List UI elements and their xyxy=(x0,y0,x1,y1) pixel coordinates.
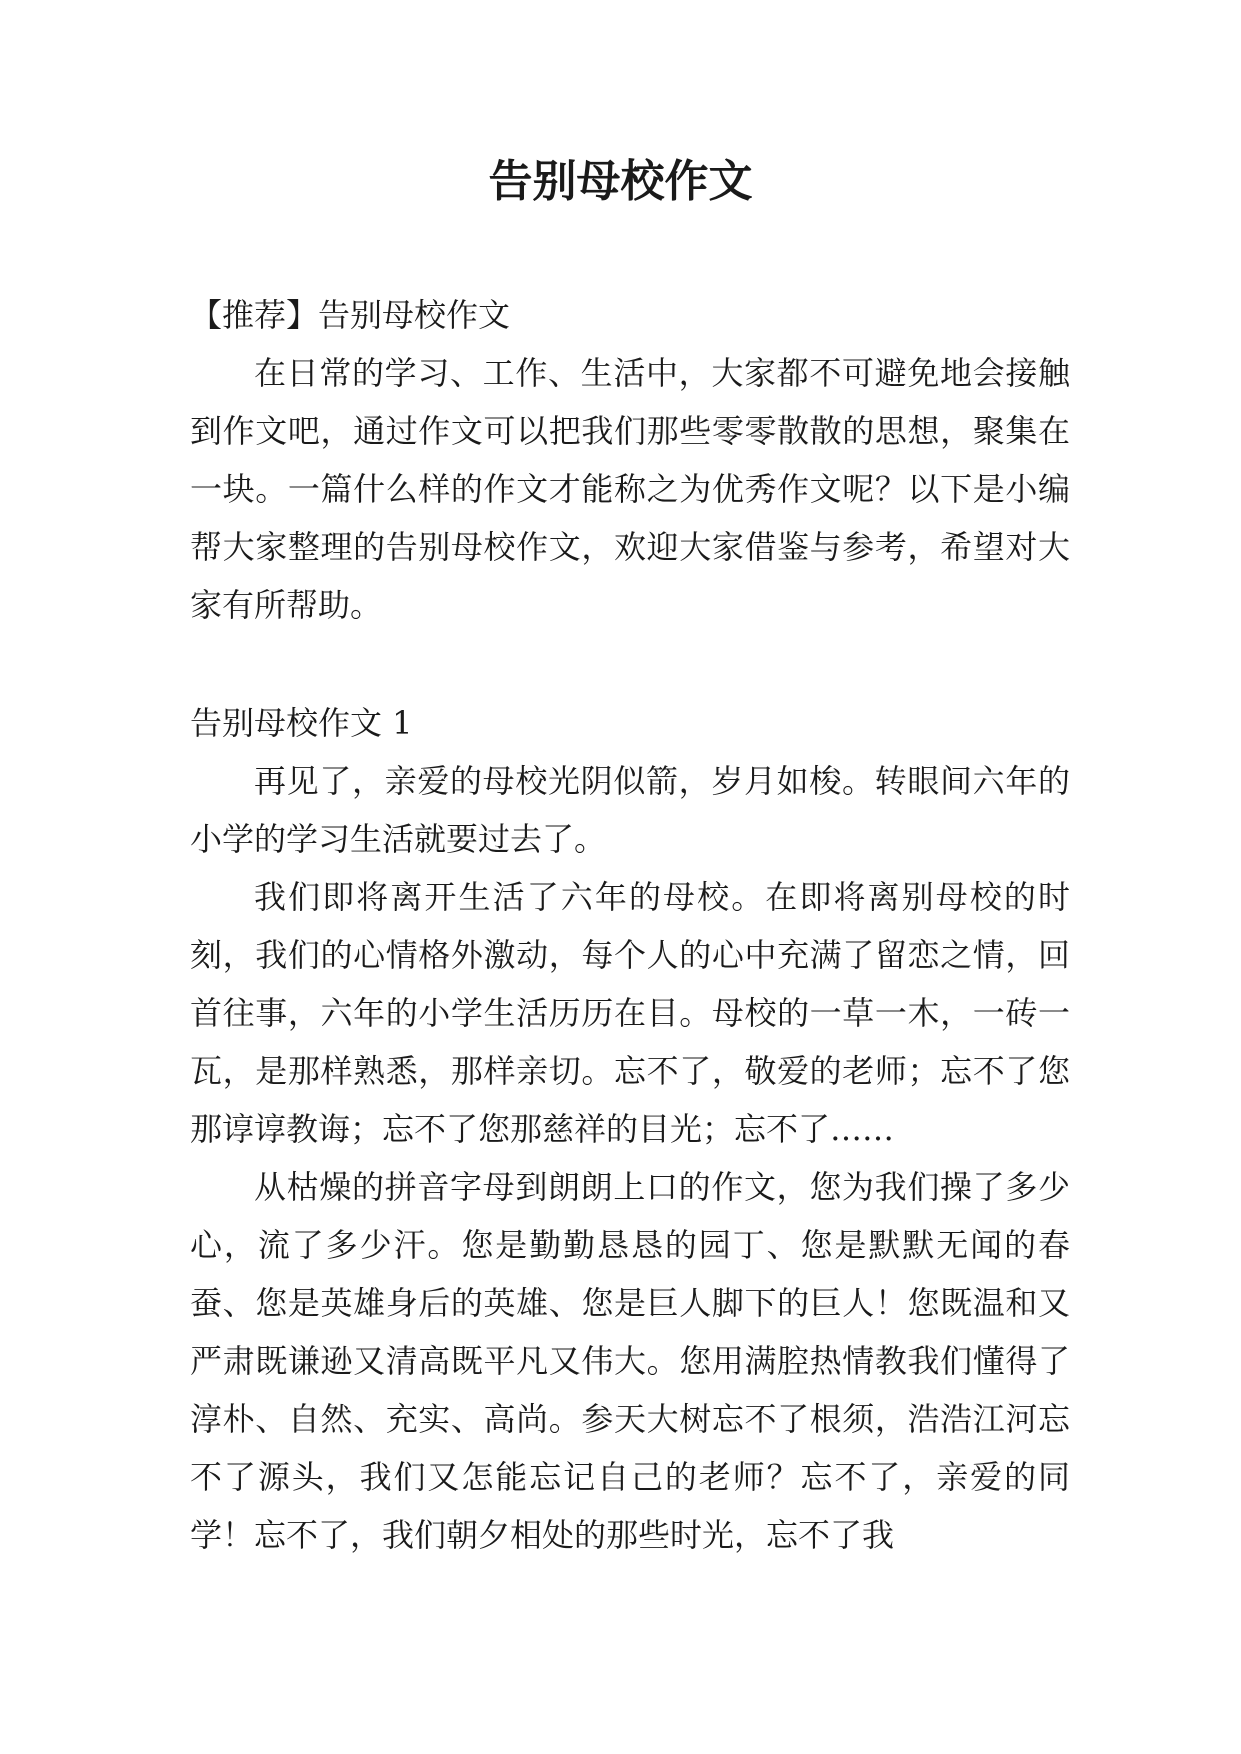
intro-paragraph: 在日常的学习、工作、生活中，大家都不可避免地会接触到作文吧，通过作文可以把我们那些零零散散的思想，聚集在一块。一篇什么样的作文才能称之为优秀作文呢？以下是小编帮大家整理的告别母校作文，欢迎大家借鉴与参考，希望对大家有所帮助。 xyxy=(190,354,1070,624)
body-paragraph: 从枯燥的拼音字母到朗朗上口的作文，您为我们操了多少心，流了多少汗。您是勤勤恳恳的园丁、您是默默无闻的春蚕、您是英雄身后的英雄、您是巨人脚下的巨人！您既温和又严肃既谦逊又清高既平凡又伟大。您用满腔热情教我们懂得了淳朴、自然、充实、高尚。参天大树忘不了根须，浩浩江河忘不了源头，我们又怎能忘记自己的老师？忘不了，亲爱的同学！忘不了，我们朝夕相处的那些时光，忘不了我 xyxy=(190,1168,1070,1554)
document-body xyxy=(190,286,1070,1564)
section-spacer xyxy=(190,634,1070,694)
document-title: 告别母校作文 xyxy=(488,156,753,207)
section-heading: 告别母校作文 1 xyxy=(190,704,413,742)
document-subtitle: 【推荐】告别母校作文 xyxy=(190,296,511,334)
body-paragraph: 再见了，亲爱的母校光阴似箭，岁月如梭。转眼间六年的小学的学习生活就要过去了。 xyxy=(190,762,1070,858)
body-paragraph: 我们即将离开生活了六年的母校。在即将离别母校的时刻，我们的心情格外激动，每个人的心中充满了留恋之情，回首往事，六年的小学生活历历在目。母校的一草一木，一砖一瓦，是那样熟悉，那样亲切。忘不了，敬爱的老师；忘不了您那谆谆教诲；忘不了您那慈祥的目光；忘不了…… xyxy=(190,878,1070,1148)
